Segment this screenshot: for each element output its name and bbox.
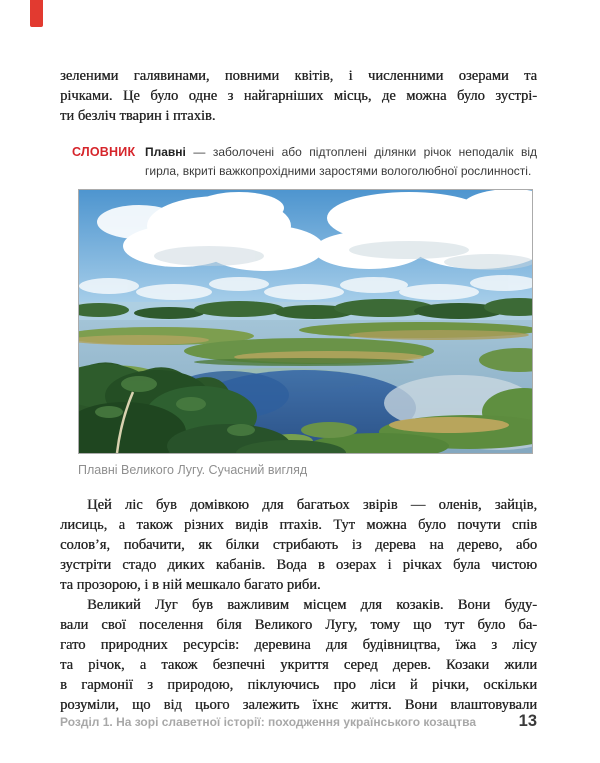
dictionary-term: Плавні	[145, 145, 186, 159]
page-footer	[60, 712, 537, 731]
dictionary-line: гирла, вкриті важкопрохідними заростями вологолюбної рослинності.	[145, 164, 532, 178]
text-line: розуміли, що від цього залежить їхнє життя. Вони влаштовували	[60, 697, 537, 713]
text-line: річками. Це було одне з найгарніших місць, де можна було зустрі-	[60, 88, 537, 104]
footer-chapter-title: Розділ 1. На зорі славетної історії: походження українського козацтва	[60, 715, 477, 729]
wetlands-photo	[78, 189, 533, 454]
text-line: та прозорою, і в ній мешкало багато риби.	[60, 577, 321, 593]
chapter-tab	[30, 0, 43, 27]
text-line: гато природних ресурсів: деревина для будівництва, їжа з лісу	[60, 637, 537, 653]
dictionary-label: СЛОВНИК	[72, 145, 136, 159]
text-line: Цей ліс був домівкою для багатьох звірів — оленів, зайців,	[87, 497, 537, 513]
text-line: лисиць, а також різних видів птахів. Тут можна було почути спів	[60, 517, 537, 533]
text-line: зустріти стадо диких кабанів. Вода в озерах і річках була чистою	[60, 557, 537, 573]
paragraph-2	[60, 495, 537, 595]
footer-page-number: 13	[518, 712, 537, 730]
wetlands-photo-art	[79, 190, 532, 453]
text-line: Великий Луг був важливим місцем для козаків. Вони буду-	[87, 597, 537, 613]
text-line: в гармонії з природою, піклуючись про ліси й річки, оскільки	[60, 677, 537, 693]
text-line: та річок, а також безпечні укриття серед дерев. Козаки жили	[60, 657, 537, 673]
dictionary-box	[60, 143, 537, 181]
dictionary-line	[145, 143, 537, 162]
paragraph-1	[60, 66, 537, 126]
paragraph-3	[60, 595, 537, 715]
text-line: зеленими галявинами, повними квітів, і численними озерами та	[60, 68, 537, 84]
page-content	[60, 66, 537, 715]
photo-caption: Плавні Великого Лугу. Сучасний вигляд	[78, 463, 308, 477]
text-line: солов’я, побачити, як білки стрибають із дерева на дерево, або	[60, 537, 537, 553]
text-line: ти безліч тварин і птахів.	[60, 108, 216, 124]
dictionary-text: — заболочені або підтоплені ділянки річок неподалік від	[193, 145, 537, 159]
dictionary-definition	[145, 143, 537, 181]
text-line: вали свої поселення біля Великого Лугу, тому що тут було ба-	[60, 617, 537, 633]
